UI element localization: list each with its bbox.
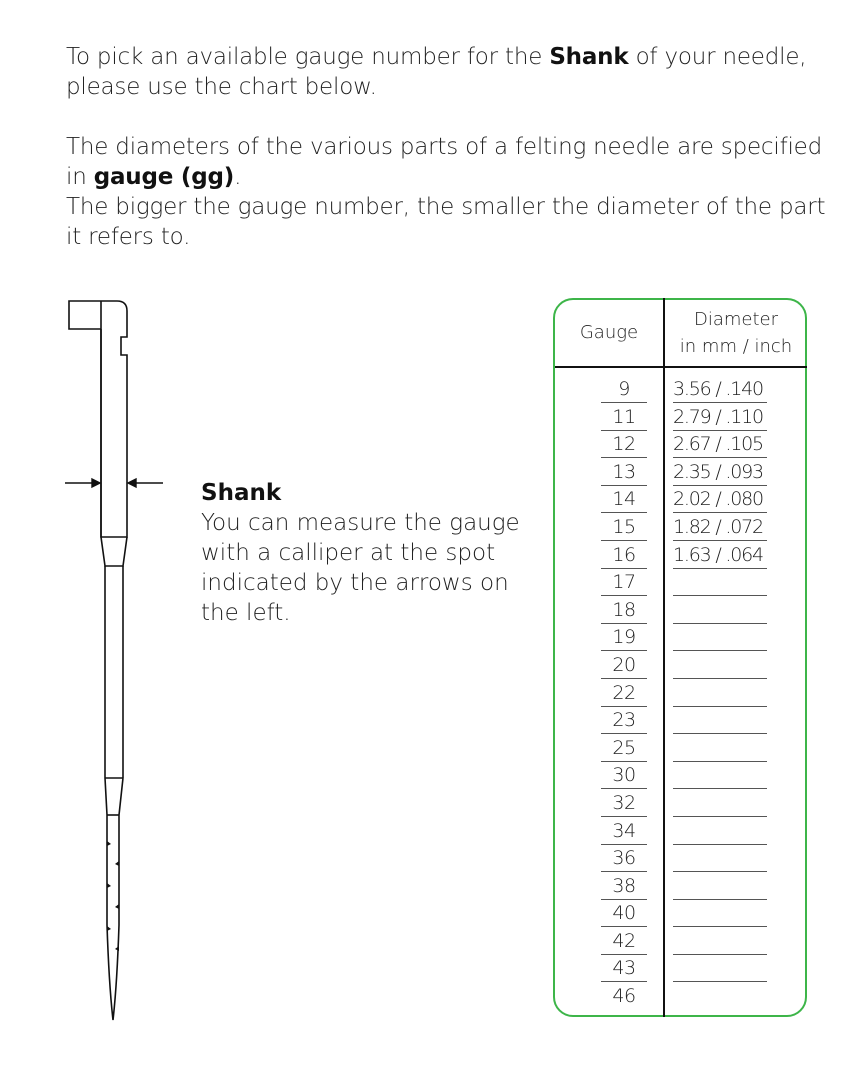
- table-row: [555, 818, 807, 846]
- table-row: [555, 873, 807, 901]
- diameter-cell: [673, 955, 767, 982]
- intro-p2-text-end: .: [234, 164, 242, 190]
- diameter-cell: [673, 983, 767, 1009]
- gauge-cell: 30: [601, 762, 647, 789]
- intro-paragraph-2: [66, 132, 826, 252]
- intro-paragraph-1: [66, 42, 826, 102]
- gauge-cell: 23: [601, 707, 647, 734]
- table-row: [555, 569, 807, 597]
- diameter-cell: 2.35 / .093: [673, 459, 767, 486]
- intro-p1-text: To pick an available gauge number for the: [66, 44, 550, 70]
- intro-p1-bold: Shank: [549, 44, 629, 70]
- diameter-cell: [673, 707, 767, 734]
- table-row: [555, 486, 807, 514]
- table-row: [555, 459, 807, 487]
- chart-rows: [555, 376, 807, 1011]
- table-row: [555, 597, 807, 625]
- intro-p2-bold: gauge (gg): [93, 164, 235, 190]
- diameter-cell: 1.82 / .072: [673, 514, 767, 541]
- diameter-cell: [673, 680, 767, 707]
- diameter-cell: [673, 790, 767, 817]
- diameter-cell: [673, 873, 767, 900]
- diameter-cell: [673, 928, 767, 955]
- chart-header-gauge: Gauge: [579, 322, 639, 343]
- gauge-cell: 22: [601, 680, 647, 707]
- needle-barbs: [107, 841, 119, 951]
- gauge-cell: 46: [612, 985, 636, 1008]
- gauge-cell: 32: [601, 790, 647, 817]
- intro-p1-text-end: of your needle, please use the chart below.: [66, 44, 807, 100]
- gauge-cell: 17: [601, 569, 647, 596]
- gauge-cell: 16: [601, 542, 647, 569]
- table-row: [555, 404, 807, 432]
- diameter-cell: 2.79 / .110: [673, 404, 767, 431]
- table-row: [555, 790, 807, 818]
- chart-header-rule: [555, 366, 807, 368]
- gauge-cell: 9: [601, 376, 647, 403]
- diameter-cell: [673, 569, 767, 596]
- gauge-cell: 13: [601, 459, 647, 486]
- table-row: [555, 735, 807, 763]
- diameter-cell: [673, 762, 767, 789]
- gauge-cell: 19: [601, 624, 647, 651]
- table-row: [555, 845, 807, 873]
- chart-header-diameter-line2: in mm / inch: [679, 336, 793, 357]
- shank-description: You can measure the gauge with a calliper at the spot indicated by the arrows on the left.: [201, 510, 520, 626]
- diameter-cell: 2.02 / .080: [673, 486, 767, 513]
- gauge-cell: 20: [601, 652, 647, 679]
- table-row: [555, 624, 807, 652]
- table-row: [555, 983, 807, 1011]
- table-row: [555, 376, 807, 404]
- gauge-cell: 18: [601, 597, 647, 624]
- felting-needle-illustration: [55, 295, 175, 1030]
- needle-crank-shank-outline: [69, 301, 127, 537]
- diameter-cell: 3.56 / .140: [673, 376, 767, 403]
- gauge-cell: 38: [601, 873, 647, 900]
- table-row: [555, 514, 807, 542]
- intro-text: [66, 42, 826, 252]
- measure-arrows: [65, 479, 163, 487]
- gauge-cell: 34: [601, 818, 647, 845]
- diameter-cell: 2.67 / .105: [673, 431, 767, 458]
- intro-p2-text: The diameters of the various parts of a felting needle are specified in: [66, 134, 823, 190]
- diameter-cell: [673, 818, 767, 845]
- chart-header-diameter: [665, 306, 807, 360]
- table-row: [555, 431, 807, 459]
- shank-explanation: [201, 478, 521, 628]
- gauge-cell: 11: [601, 404, 647, 431]
- diameter-cell: [673, 845, 767, 872]
- gauge-cell: 14: [601, 486, 647, 513]
- table-row: [555, 652, 807, 680]
- diameter-cell: [673, 597, 767, 624]
- shank-title: Shank: [201, 480, 282, 506]
- diameter-cell: [673, 735, 767, 762]
- table-row: [555, 542, 807, 570]
- table-row: [555, 955, 807, 983]
- table-row: [555, 707, 807, 735]
- gauge-chart: [553, 298, 807, 1017]
- gauge-cell: 42: [601, 928, 647, 955]
- chart-header-diameter-line1: Diameter: [693, 309, 779, 330]
- diameter-cell: [673, 652, 767, 679]
- table-row: [555, 762, 807, 790]
- diameter-cell: [673, 624, 767, 651]
- needle-taper-1: [101, 537, 127, 566]
- intro-p3-text: The bigger the gauge number, the smaller the diameter of the part it refers to.: [66, 194, 826, 250]
- gauge-cell: 12: [601, 431, 647, 458]
- table-row: [555, 900, 807, 928]
- gauge-cell: 25: [601, 735, 647, 762]
- table-row: [555, 680, 807, 708]
- gauge-cell: 40: [601, 900, 647, 927]
- diameter-cell: 1.63 / .064: [673, 542, 767, 569]
- diameter-cell: [673, 900, 767, 927]
- gauge-cell: 36: [601, 845, 647, 872]
- gauge-cell: 43: [601, 955, 647, 982]
- table-row: [555, 928, 807, 956]
- gauge-cell: 15: [601, 514, 647, 541]
